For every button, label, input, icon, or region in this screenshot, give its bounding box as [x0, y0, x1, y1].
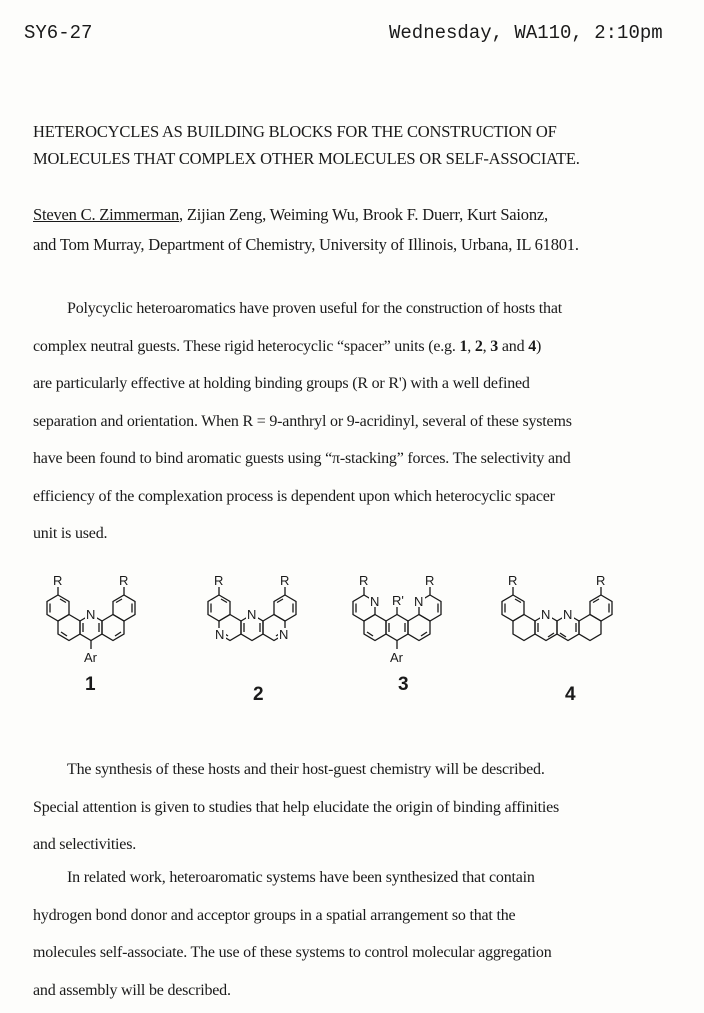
- paragraph-line: have been found to bind aromatic guests using “π-stacking” forces. The selectivity and: [33, 450, 571, 467]
- text: complex neutral guests. These rigid heterocyclic “spacer” units (e.g.: [33, 337, 460, 355]
- text: and: [498, 337, 529, 355]
- paragraph-line: Special attention is given to studies that help elucidate the origin of binding affinities: [33, 798, 560, 816]
- chemical-structures-figure: [0, 565, 704, 715]
- paragraph-line: molecules self-associate. The use of these systems to control molecular aggregation: [33, 944, 552, 961]
- compound-ref: 4: [528, 337, 537, 355]
- author-line: [33, 200, 579, 230]
- paragraph-line: and selectivities.: [33, 836, 137, 853]
- structure-number: 2: [253, 684, 264, 705]
- paragraph-line: separation and orientation. When R = 9-anthryl or 9-acridinyl, several of these systems: [33, 412, 572, 430]
- structure-2: [208, 573, 296, 705]
- structure-1: [47, 573, 135, 695]
- paragraph-intro: [33, 290, 693, 553]
- paragraph-line: [33, 290, 693, 328]
- paragraph-line: hydrogen bond donor and acceptor groups in a spatial arrangement so that the: [33, 906, 516, 924]
- paragraph-line: are particularly effective at holding binding groups (R or R') with a well defined: [33, 375, 530, 392]
- atom-label: N: [86, 607, 96, 622]
- paragraph-line: [33, 328, 693, 366]
- session-schedule: Wednesday, WA110, 2:10pm: [389, 22, 663, 44]
- atom-label: R: [280, 573, 290, 588]
- structure-4: [502, 573, 612, 705]
- text: The synthesis of these hosts and their host-guest chemistry will be described.: [67, 761, 545, 778]
- atom-label: R: [596, 573, 606, 588]
- text: Polycyclic heteroaromatics have proven useful for the construction of hosts that: [67, 300, 562, 317]
- atom-label: Ar: [84, 650, 97, 665]
- atom-label: R: [53, 573, 63, 588]
- title-line: HETEROCYCLES AS BUILDING BLOCKS FOR THE CONSTRUCTION OF: [33, 122, 557, 141]
- compound-ref: 1: [459, 337, 468, 355]
- atom-label: N: [247, 607, 257, 622]
- text: ,: [482, 337, 491, 355]
- paragraph-line: unit is used.: [33, 525, 108, 542]
- text: ,: [467, 337, 475, 355]
- atom-label: Ar: [390, 650, 403, 665]
- structure-number: 1: [85, 674, 96, 695]
- structure-number: 4: [565, 684, 576, 705]
- structure-number: 3: [398, 674, 409, 695]
- atom-label: N: [563, 607, 573, 622]
- co-authors: , Zijian Zeng, Weiming Wu, Brook F. Duerr, Kurt Saionz,: [179, 205, 548, 224]
- atom-label: R': [392, 593, 404, 608]
- structure-3: [353, 573, 441, 695]
- atom-label: N: [414, 594, 424, 609]
- atom-label: N: [541, 607, 551, 622]
- atom-label: R: [214, 573, 224, 588]
- author-list: [33, 200, 579, 260]
- paragraph-synthesis: [33, 751, 693, 864]
- atom-label: N: [370, 594, 380, 609]
- atom-label: R: [359, 573, 369, 588]
- paragraph-line: efficiency of the complexation process is dependent upon which heterocyclic spacer: [33, 487, 555, 505]
- author-affiliation: and Tom Murray, Department of Chemistry, University of Illinois, Urbana, IL 61801.: [33, 235, 579, 254]
- atom-label: R: [119, 573, 129, 588]
- atom-label: N: [279, 627, 289, 642]
- paragraph-line: [33, 859, 693, 897]
- atom-label: R: [508, 573, 518, 588]
- session-code: SY6-27: [24, 22, 93, 44]
- paragraph-line: and assembly will be described.: [33, 981, 231, 999]
- title-line: MOLECULES THAT COMPLEX OTHER MOLECULES OR SELF-ASSOCIATE.: [33, 149, 580, 168]
- text: In related work, heteroaromatic systems have been synthesized that contain: [67, 869, 535, 886]
- abstract-title: [33, 118, 580, 172]
- atom-label: R: [425, 573, 435, 588]
- presenting-author: Steven C. Zimmerman: [33, 205, 180, 224]
- compound-ref: 3: [490, 337, 499, 355]
- text: ): [536, 337, 542, 355]
- atom-label: N: [215, 627, 225, 642]
- compound-ref: 2: [474, 337, 483, 355]
- paragraph-related-work: [33, 859, 693, 1009]
- paragraph-line: [33, 751, 693, 789]
